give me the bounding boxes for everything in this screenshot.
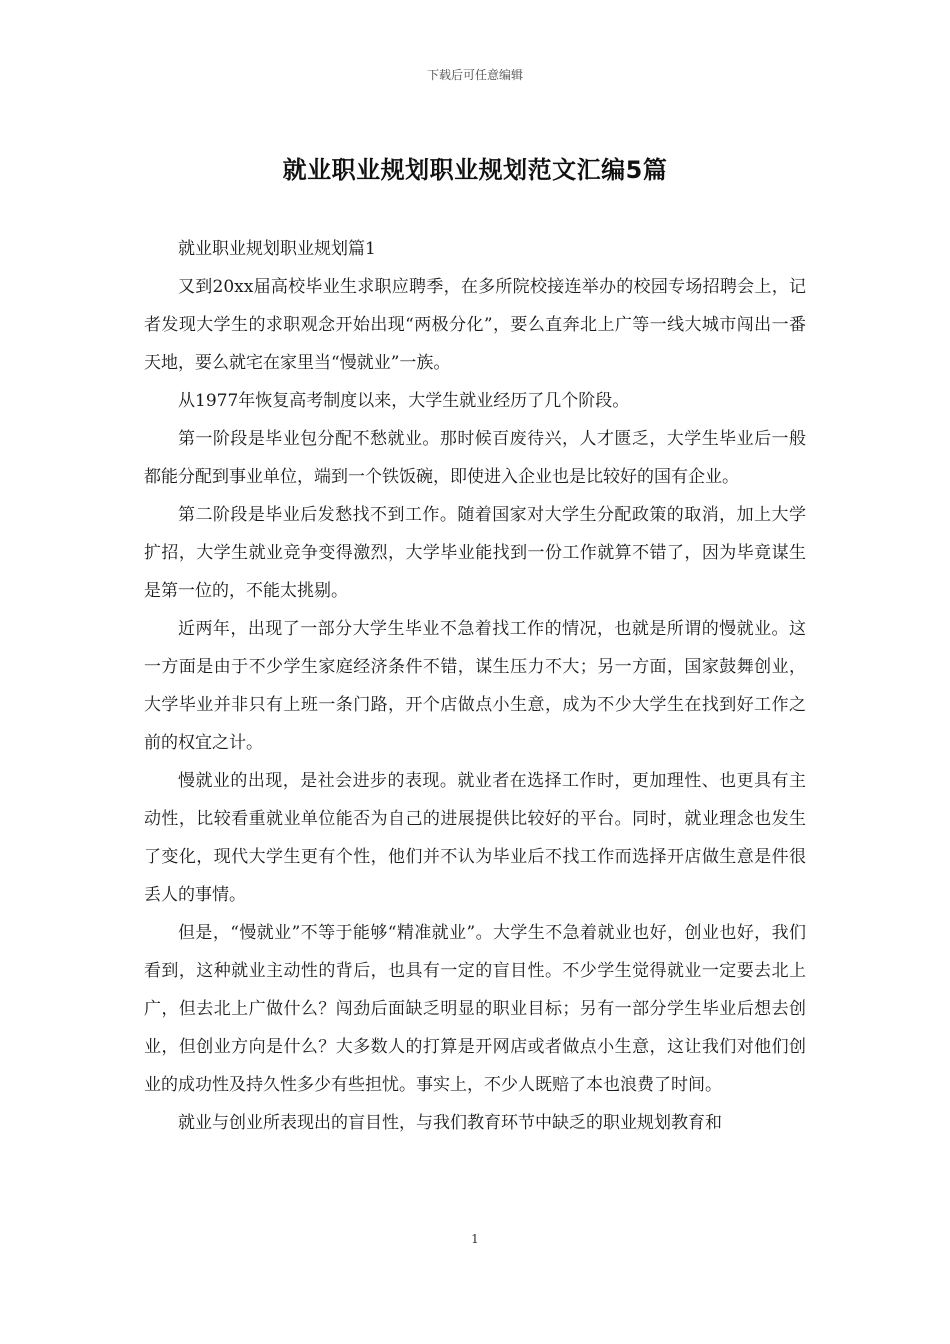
paragraph: 近两年，出现了一部分大学生毕业不急着找工作的情况，也就是所谓的慢就业。这一方面是由于不少学生家庭经济条件不错，谋生压力不大；另一方面，国家鼓舞创业，大学毕业并非只有上班一条门路，开个店做点小生意，成为不少大学生在找到好工作之前的权宜之计。: [144, 619, 806, 753]
paragraph: 从1977年恢复高考制度以来，大学生就业经历了几个阶段。: [178, 391, 630, 411]
paragraph: 第一阶段是毕业包分配不愁就业。那时候百废待兴，人才匮乏，大学生毕业后一般都能分配到事业单位，端到一个铁饭碗，即使进入企业也是比较好的国有企业。: [144, 429, 806, 487]
paragraph: 慢就业的出现，是社会进步的表现。就业者在选择工作时，更加理性、也更具有主动性，比较看重就业单位能否为自己的进展提供比较好的平台。同时，就业理念也发生了变化，现代大学生更有个性，他们并不认为毕业后不找工作而选择开店做生意是件很丢人的事情。: [144, 771, 806, 905]
paragraph: 但是，“慢就业”不等于能够“精准就业”。大学生不急着就业也好，创业也好，我们看到，这种就业主动性的背后，也具有一定的盲目性。不少学生觉得就业一定要去北上广，但去北上广做什么？闯劲后面缺乏明显的职业目标；另有一部分学生毕业后想去创业，但创业方向是什么？大多数人的打算是开网店或者做点小生意，这让我们对他们创业的成功性及持久性多少有些担忧。事实上，不少人既赔了本也浪费了时间。: [144, 923, 806, 1095]
paragraph: 就业与创业所表现出的盲目性，与我们教育环节中缺乏的职业规划教育和: [178, 1113, 722, 1133]
document-body: [144, 230, 806, 1142]
section-heading: 就业职业规划职业规划篇1: [178, 239, 376, 259]
paragraph: 又到20xx届高校毕业生求职应聘季，在多所院校接连举办的校园专场招聘会上，记者发现大学生的求职观念开始出现“两极分化”，要么直奔北上广等一线大城市闯出一番天地，要么就宅在家里当“慢就业”一族。: [144, 277, 806, 373]
paragraph: 第二阶段是毕业后发愁找不到工作。随着国家对大学生分配政策的取消，加上大学扩招，大学生就业竞争变得激烈，大学毕业能找到一份工作就算不错了，因为毕竟谋生是第一位的，不能太挑剔。: [144, 505, 806, 601]
page-number: 1: [471, 1232, 479, 1246]
document-title: 就业职业规划职业规划范文汇编5篇: [282, 156, 668, 184]
header-note: 下载后可任意编辑: [426, 68, 523, 82]
